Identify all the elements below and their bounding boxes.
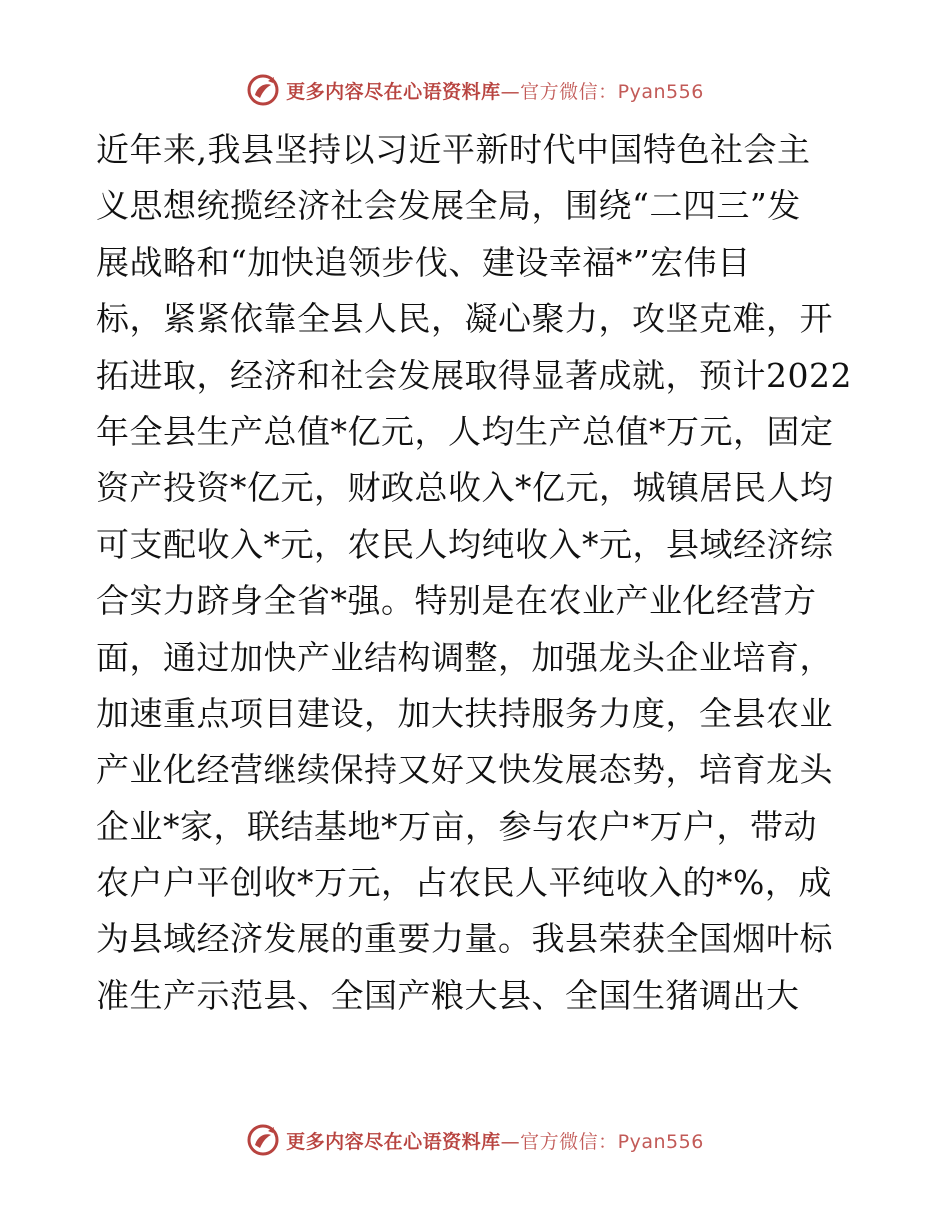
watermark-contact: 官方微信：Pyan556 [520, 1130, 704, 1153]
text-line: 企业*家，联结基地*万亩，参与农户*万户，带动 [96, 806, 817, 846]
text-line: 合实力跻身全省*强。特别是在农业产业化经营方 [96, 581, 817, 621]
text-line: 面，通过加快产业结构调整，加强龙头企业培育， [96, 637, 833, 677]
text-line: 义思想统揽经济社会发展全局，围绕“二四三”发 [96, 186, 801, 226]
text-line: 拓进取，经济和社会发展取得显著成就，预计2022 [96, 355, 852, 395]
text-line: 展战略和“加快追领步伐、建设幸福*”宏伟目 [96, 242, 751, 282]
watermark-text [286, 77, 704, 104]
text-line: 资产投资*亿元，财政总收入*亿元，城镇居民人均 [96, 468, 834, 508]
watermark-contact: 官方微信：Pyan556 [520, 80, 704, 103]
text-line: 产业化经营继续保持又好又快发展态势，培育龙头 [96, 750, 833, 790]
text-line: 农户户平创收*万元，占农民人平纯收入的*%，成 [96, 863, 832, 903]
text-line: 年全县生产总值*亿元，人均生产总值*万元，固定 [96, 411, 834, 451]
brand-logo-icon [246, 1123, 280, 1157]
text-line: 近年来,我县坚持以习近平新时代中国特色社会主 [96, 130, 811, 169]
document-body [96, 122, 856, 1024]
header-watermark [0, 70, 950, 110]
watermark-brand: 更多内容尽在心语资料库 [286, 1130, 501, 1153]
text-line: 可支配收入*元，农民人均纯收入*元，县域经济综 [96, 524, 834, 564]
watermark-brand: 更多内容尽在心语资料库 [286, 80, 501, 103]
watermark-text [286, 1127, 704, 1154]
brand-logo-icon [246, 73, 280, 107]
watermark-separator: — [500, 1130, 521, 1153]
footer-watermark [0, 1120, 950, 1160]
text-line: 为县域经济发展的重要力量。我县荣获全国烟叶标 [96, 919, 833, 959]
text-line: 加速重点项目建设，加大扶持服务力度，全县农业 [96, 693, 833, 733]
text-line: 准生产示范县、全国产粮大县、全国生猪调出大 [96, 975, 800, 1015]
text-line: 标，紧紧依靠全县人民，凝心聚力，攻坚克难，开 [96, 299, 833, 339]
watermark-separator: — [500, 80, 521, 103]
